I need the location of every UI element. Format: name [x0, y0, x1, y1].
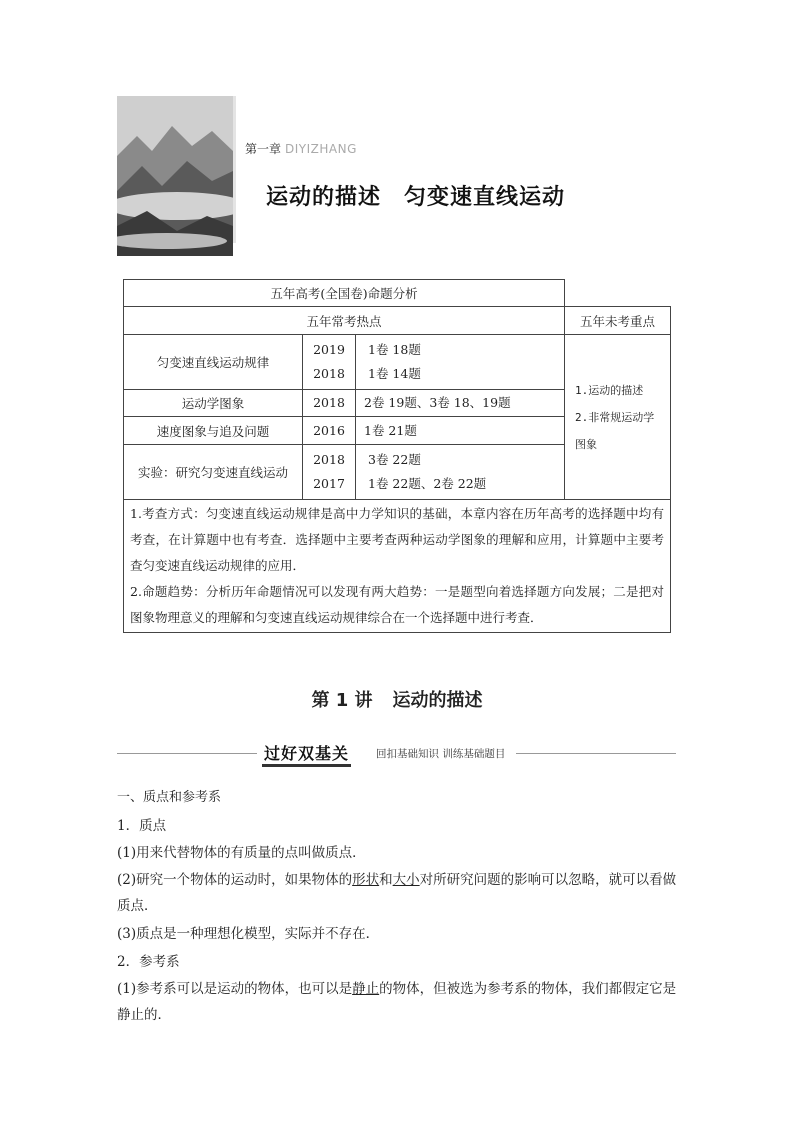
chapter-cover-image: [117, 96, 233, 256]
banner-divider-right: [516, 753, 676, 754]
chapter-title: 运动的描述 匀变速直线运动: [266, 185, 566, 210]
banner-main-text: 过好双基关: [264, 741, 349, 764]
chapter-label: [245, 140, 357, 157]
topic-cell: 实验：研究匀变速直线运动: [124, 445, 303, 500]
underlined-term: 大小: [392, 872, 420, 888]
text-span: 和: [379, 872, 393, 888]
table-row: [124, 335, 671, 390]
focus-item: 1.运动的描述: [574, 383, 644, 397]
mountain-landscape-icon: [117, 96, 233, 256]
year-cell: 2016: [303, 417, 356, 445]
banner-divider-left: [117, 753, 257, 754]
focus-item: 2.非常规运动学: [574, 410, 655, 424]
text-span: 对所研究问题的影响可以忽略，就可以看做质点．: [117, 872, 677, 914]
text-span: (2)研究一个物体的运动时，如果物体的: [117, 872, 353, 888]
question-cell: 1卷 14题: [368, 366, 421, 381]
header-divider: [233, 96, 236, 243]
year-cell: 2019: [313, 342, 345, 357]
year-cell: 2018: [313, 452, 345, 467]
topic-cell: 匀变速直线运动规律: [124, 335, 303, 390]
paragraph: (3)质点是一种理想化模型，实际并不存在．: [117, 926, 380, 942]
question-cell: 1卷 18题: [368, 342, 421, 357]
paragraph: [117, 976, 677, 1028]
lecture-title: [0, 686, 794, 712]
section-heading: 一、质点和参考系: [117, 790, 222, 805]
lecture-name: 运动的描述: [392, 690, 483, 711]
lecture-number: 第 1 讲: [311, 690, 373, 711]
section-banner: [258, 740, 514, 766]
banner-sub-text: 回扣基础知识 训练基础题目: [376, 748, 506, 760]
paragraph: (1)用来代替物体的有质量的点叫做质点．: [117, 845, 366, 861]
note-trend: 2.命题趋势：分析历年命题情况可以发现有两大趋势：一是题型向着选择题方向发展；二是把对图象物理意义的理解和匀变速直线运动规律综合在一个选择题中进行考查．: [130, 584, 664, 625]
underlined-term: 形状: [352, 872, 380, 888]
chapter-pinyin: DIYIZHANG: [285, 142, 357, 156]
text-span: (1)参考系可以是运动的物体，也可以是: [117, 981, 353, 997]
topic-cell: 速度图象与追及问题: [124, 417, 303, 445]
text-span: 的物体，但被选为参考系的物体，我们都假定它是静止的．: [117, 981, 677, 1023]
subsection-heading: 1．质点: [117, 818, 167, 834]
notes-cell: [124, 500, 671, 633]
year-cell: 2018: [313, 366, 345, 381]
focus-cell: [564, 335, 670, 500]
note-exam-method: 1.考查方式：匀变速直线运动规律是高中力学知识的基础，本章内容在历年高考的选择题中均有考查，在计算题中也有考查．选择题中主要考查两种运动学图象的理解和应用，计算题中主要考查匀变速直线运动规律的应用．: [130, 506, 664, 573]
underlined-term: 静止: [352, 981, 380, 997]
topic-cell: 运动学图象: [124, 390, 303, 417]
question-cell: 1卷 22题、2卷 22题: [368, 476, 487, 491]
paragraph: [117, 867, 677, 919]
focus-item: 图象: [574, 437, 597, 451]
exam-analysis-table: [123, 279, 671, 633]
chapter-number: 第一章: [245, 142, 282, 156]
subsection-heading: 2．参考系: [117, 954, 180, 970]
col-hot-header: 五年常考热点: [124, 307, 565, 335]
question-cell: 1卷 21题: [356, 417, 565, 445]
notes-row: [124, 500, 671, 633]
table-title: 五年高考(全国卷)命题分析: [124, 280, 565, 307]
question-cell: 3卷 22题: [368, 452, 421, 467]
col-focus-header: 五年未考重点: [564, 307, 670, 335]
year-cell: 2018: [303, 390, 356, 417]
year-cell: 2017: [313, 476, 345, 491]
question-cell: 2卷 19题、3卷 18、19题: [356, 390, 565, 417]
